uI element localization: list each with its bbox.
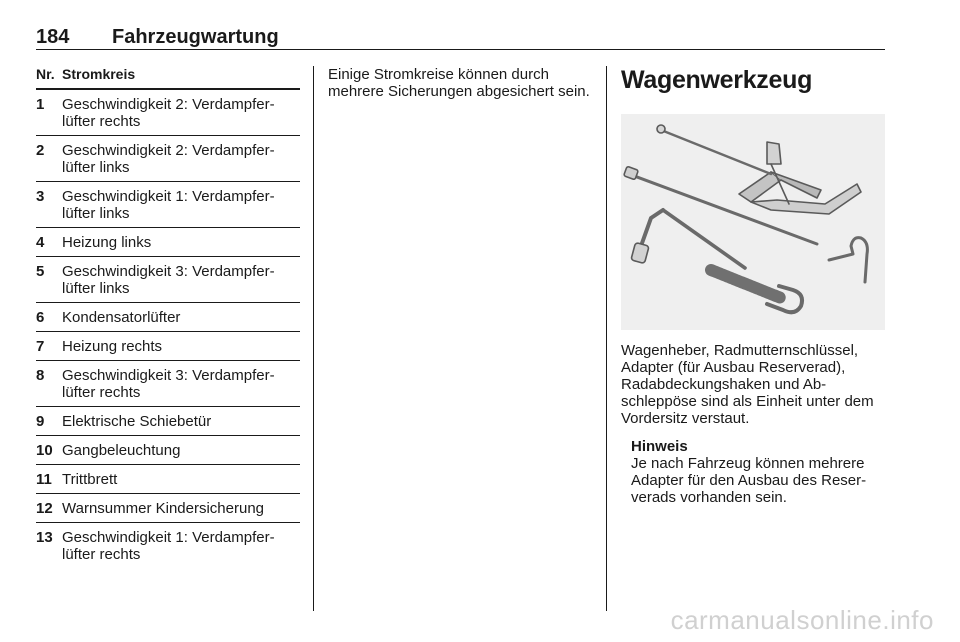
table-row xyxy=(36,90,300,136)
row-number: 1 xyxy=(36,95,45,113)
row-number: 11 xyxy=(36,470,52,488)
towing-eye-icon xyxy=(711,270,802,312)
row-circuit: Geschwindigkeit 3: Verdampfer-lüfter rechts xyxy=(62,366,275,401)
header-rule xyxy=(36,49,885,50)
middle-paragraph: Einige Stromkreise können durch mehrere Sicherungen abgesichert sein. xyxy=(328,66,590,100)
row-circuit: Geschwindigkeit 2: Verdampfer-lüfter rechts xyxy=(62,95,275,130)
row-number: 4 xyxy=(36,233,45,251)
row-number: 7 xyxy=(36,337,45,355)
row-circuit: Warnsummer Kindersicherung xyxy=(62,499,265,517)
row-circuit: Geschwindigkeit 3: Verdampfer-lüfter links xyxy=(62,262,275,297)
row-number: 9 xyxy=(36,412,45,430)
table-row xyxy=(36,228,300,257)
column-divider-left xyxy=(313,66,314,611)
row-number: 2 xyxy=(36,141,45,159)
note-title: Hinweis xyxy=(631,438,688,455)
table-row xyxy=(36,465,300,494)
note-text: Je nach Fahrzeug können mehrere Adapter für den Ausbau des Reser-verads vorhanden sein. xyxy=(631,455,867,506)
wheel-wrench-icon xyxy=(631,210,745,268)
table-row xyxy=(36,436,300,465)
table-row xyxy=(36,361,300,407)
page-number: 184 xyxy=(36,26,70,48)
row-circuit: Geschwindigkeit 1: Verdampfer-lüfter rechts xyxy=(62,528,275,563)
table-row xyxy=(36,136,300,182)
col-header-circuit: Stromkreis xyxy=(62,66,136,82)
section-title: Wagenwerkzeug xyxy=(621,66,813,94)
row-number: 5 xyxy=(36,262,45,280)
car-jack-icon xyxy=(657,125,861,214)
table-row xyxy=(36,407,300,436)
fuse-table xyxy=(36,66,300,568)
table-row xyxy=(36,182,300,228)
table-row xyxy=(36,257,300,303)
col-header-nr: Nr. xyxy=(36,66,55,82)
column-divider-right xyxy=(606,66,607,611)
tool-kit-illustration xyxy=(621,114,885,330)
row-circuit: Elektrische Schiebetür xyxy=(62,412,212,430)
row-circuit: Heizung rechts xyxy=(62,337,163,355)
tools-section xyxy=(621,60,891,506)
row-circuit: Geschwindigkeit 1: Verdampfer-lüfter links xyxy=(62,187,275,222)
hub-cap-hook-icon xyxy=(829,238,867,282)
row-number: 12 xyxy=(36,499,53,517)
note-box xyxy=(631,438,893,506)
table-row xyxy=(36,332,300,361)
row-number: 10 xyxy=(36,441,53,459)
row-circuit: Heizung links xyxy=(62,233,152,251)
middle-column xyxy=(328,66,590,100)
table-row xyxy=(36,303,300,332)
row-circuit: Gangbeleuchtung xyxy=(62,441,181,459)
chapter-title: Fahrzeugwartung xyxy=(112,26,279,48)
watermark: carmanualsonline.info xyxy=(670,605,934,635)
row-circuit: Geschwindigkeit 2: Verdampfer-lüfter links xyxy=(62,141,275,176)
table-row xyxy=(36,523,300,568)
tool-kit-drawing xyxy=(621,114,885,330)
row-circuit: Trittbrett xyxy=(62,470,118,488)
table-header xyxy=(36,66,300,90)
table-row xyxy=(36,494,300,523)
row-number: 8 xyxy=(36,366,45,384)
row-number: 6 xyxy=(36,308,45,326)
row-circuit: Kondensatorlüfter xyxy=(62,308,181,326)
row-number: 13 xyxy=(36,528,53,546)
page-header xyxy=(36,26,885,50)
figure-caption: Wagenheber, Radmutternschlüssel, Adapter (für Ausbau Reserverad), Radabdeckungshaken und Ab-schleppöse sind als Einheit unter dem Vordersitz verstaut. xyxy=(621,342,874,427)
row-number: 3 xyxy=(36,187,45,205)
